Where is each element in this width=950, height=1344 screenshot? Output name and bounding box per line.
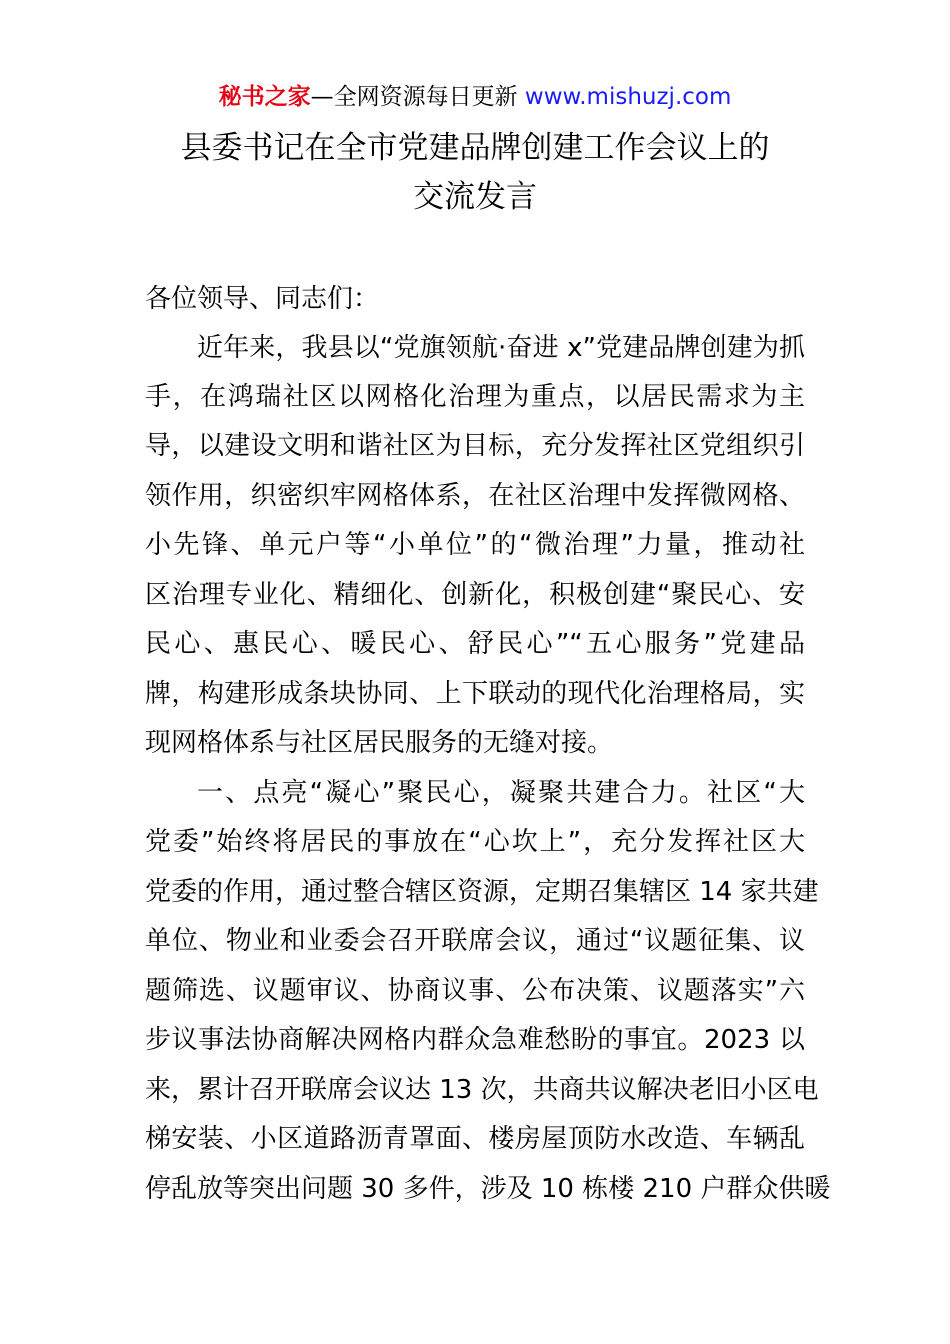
- paragraph-1-line: 现网格体系与社区居民服务的无缝对接。: [145, 728, 614, 758]
- paragraph-2-line: 步议事法协商解决网格内群众急难愁盼的事宜。2023 以: [145, 1025, 805, 1055]
- paragraph-2-line: 党委的作用，通过整合辖区资源，定期召集辖区 14 家共建: [145, 877, 819, 907]
- paragraph-2-line: 来，累计召开联席会议达 13 次，共商共议解决老旧小区电: [145, 1075, 819, 1105]
- document-title-line-1: 县委书记在全市党建品牌创建工作会议上的: [180, 130, 770, 166]
- paragraph-2-line: 停乱放等突出问题 30 多件，涉及 10 栋楼 210 户群众供暖: [145, 1174, 831, 1204]
- site-url-link[interactable]: www.mishuzj.com: [524, 84, 732, 110]
- paragraph-2-line: 梯安装、小区道路沥青罩面、楼房屋顶防水改造、车辆乱: [145, 1124, 805, 1154]
- greeting: 各位领导、同志们：: [145, 284, 380, 314]
- paragraph-1-line: 近年来，我县以“党旗领航·奋进 x”党建品牌创建为抓: [197, 333, 805, 363]
- paragraph-1-line: 手，在鸿瑞社区以网格化治理为重点，以居民需求为主: [145, 382, 805, 412]
- site-header: [0, 80, 950, 114]
- paragraph-1-line: 区治理专业化、精细化、创新化，积极创建“聚民心、安: [145, 580, 805, 610]
- document-title-line-2: 交流发言: [413, 179, 537, 215]
- paragraph-1-line: 导，以建设文明和谐社区为目标，充分发挥社区党组织引: [145, 431, 805, 461]
- paragraph-2-line: 题筛选、议题审议、协商议事、公布决策、议题落实”六: [145, 976, 805, 1006]
- paragraph-2-line: 单位、物业和业委会召开联席会议，通过“议题征集、议: [145, 926, 805, 956]
- paragraph-1-line: 领作用，织密织牢网格体系，在社区治理中发挥微网格、: [145, 481, 805, 511]
- paragraph-2-line: 党委”始终将居民的事放在“心坎上”，充分发挥社区大: [145, 827, 805, 857]
- paragraph-1-line: 牌，构建形成条块协同、上下联动的现代化治理格局，实: [145, 679, 805, 709]
- paragraph-1-line: 小先锋、单元户等“小单位”的“微治理”力量，推动社: [145, 530, 805, 560]
- paragraph-1-line: 民心、惠民心、暖民心、舒民心”“五心服务”党建品: [145, 629, 805, 659]
- site-brand: 秘书之家: [218, 84, 311, 110]
- paragraph-2-line: 一、点亮“凝心”聚民心，凝聚共建合力。社区“大: [197, 778, 805, 808]
- site-tagline: —全网资源每日更新: [310, 84, 525, 110]
